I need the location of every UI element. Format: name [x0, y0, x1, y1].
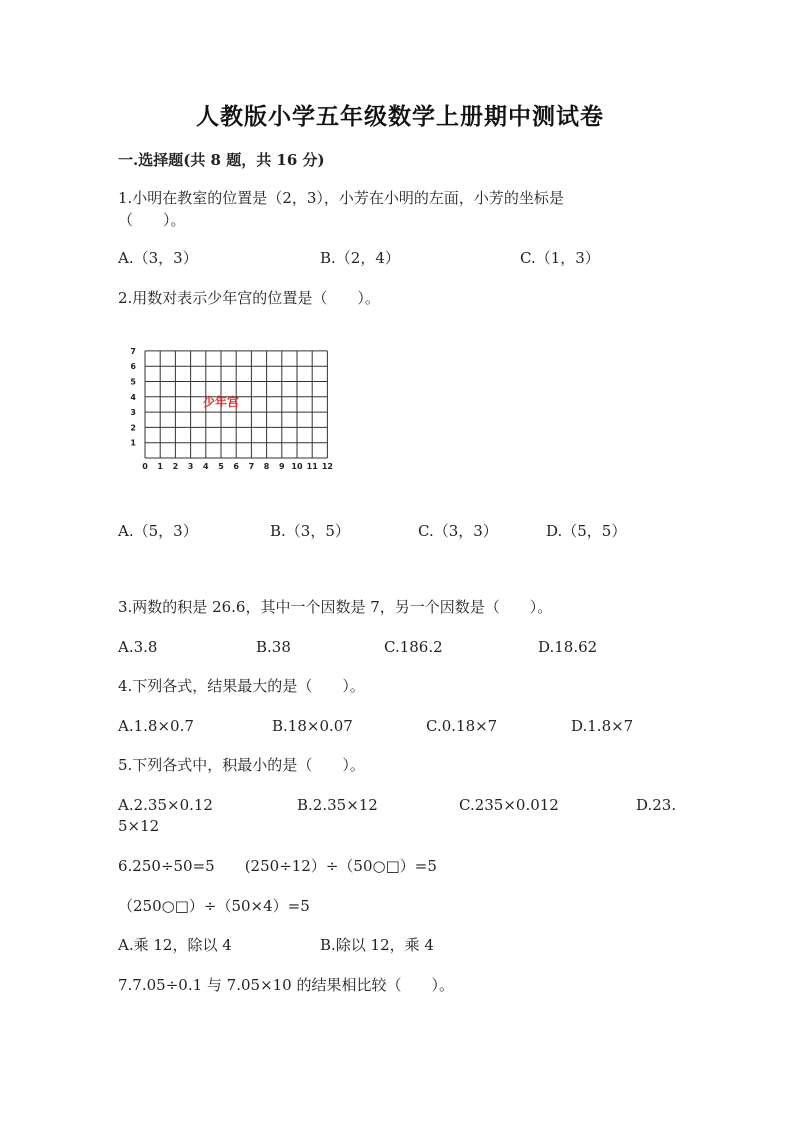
q2-option-a: A.（5，3）: [118, 522, 198, 540]
q5-option-d-continuation: 5×12: [118, 817, 160, 835]
x-tick-label: 10: [291, 462, 303, 471]
q3-stem: 3.两数的积是 26.6，其中一个因数是 7，另一个因数是（ ）。: [118, 598, 553, 616]
x-tick-label: 2: [172, 462, 179, 471]
q4-option-b: B.18×0.07: [272, 717, 353, 735]
y-tick-label: 5: [130, 377, 136, 387]
x-tick-label: 6: [233, 462, 239, 471]
y-tick-label: 4: [130, 392, 136, 402]
q2-option-d: D.（5，5）: [546, 522, 627, 540]
y-tick-label: 7: [130, 346, 136, 356]
q5-option-d: D.23.: [636, 796, 677, 814]
q4-option-a: A.1.8×0.7: [118, 717, 194, 735]
x-tick-label: 1: [157, 462, 163, 471]
q4-option-c: C.0.18×7: [426, 717, 498, 735]
q5-option-b: B.2.35×12: [297, 796, 378, 814]
q4-stem: 4.下列各式，结果最大的是（ ）。: [118, 677, 365, 695]
page-title: 人教版小学五年级数学上册期中测试卷: [196, 103, 604, 130]
y-tick-label: 2: [130, 423, 136, 433]
shaoniangong-label: 少年宫: [202, 395, 240, 409]
q1-stem-cont: （ ）。: [118, 211, 186, 229]
x-tick-label: 7: [248, 462, 255, 471]
q6-stem-cont: （250○□）÷（50×4）=5: [118, 897, 310, 915]
y-tick-label: 6: [130, 362, 136, 372]
q5-option-c: C.235×0.012: [459, 796, 559, 814]
q5-option-a: A.2.35×0.12: [118, 796, 213, 814]
q3-option-b: B.38: [256, 638, 291, 656]
q1-option-b: B.（2，4）: [320, 249, 400, 267]
q3-option-c: C.186.2: [384, 638, 443, 656]
coordinate-grid-figure: [118, 340, 338, 475]
x-tick-label: 11: [306, 462, 318, 471]
y-tick-label: 3: [130, 408, 136, 418]
x-tick-label: 0: [142, 462, 148, 471]
x-tick-label: 4: [203, 462, 209, 471]
q7-stem: 7.7.05÷0.1 与 7.05×10 的结果相比较（ ）。: [118, 976, 454, 994]
q6-stem: 6.250÷50=5 (250÷12）÷（50○□）=5: [118, 857, 437, 875]
q1-option-c: C.（1，3）: [520, 249, 600, 267]
q1-stem: 1.小明在教室的位置是（2，3），小芳在小明的左面，小芳的坐标是: [118, 189, 564, 207]
q6-option-a: A.乘 12，除以 4: [118, 936, 232, 954]
q5-stem: 5.下列各式中，积最小的是（ ）。: [118, 756, 365, 774]
q3-option-a: A.3.8: [118, 638, 158, 656]
q2-stem: 2.用数对表示少年宫的位置是（ ）。: [118, 289, 380, 307]
x-tick-label: 3: [187, 462, 194, 471]
y-tick-label: 1: [130, 438, 136, 448]
q2-option-b: B.（3，5）: [270, 522, 350, 540]
section-heading: 一.选择题(共 8 题，共 16 分): [118, 151, 325, 169]
q3-option-d: D.18.62: [538, 638, 598, 656]
q6-option-b: B.除以 12，乘 4: [320, 936, 434, 954]
q2-option-c: C.（3，3）: [418, 522, 498, 540]
q4-option-d: D.1.8×7: [571, 717, 634, 735]
x-tick-label: 5: [218, 462, 224, 471]
q1-option-a: A.（3，3）: [118, 249, 198, 267]
x-tick-label: 9: [279, 462, 285, 471]
x-tick-label: 8: [263, 462, 270, 471]
x-tick-label: 12: [321, 462, 333, 471]
